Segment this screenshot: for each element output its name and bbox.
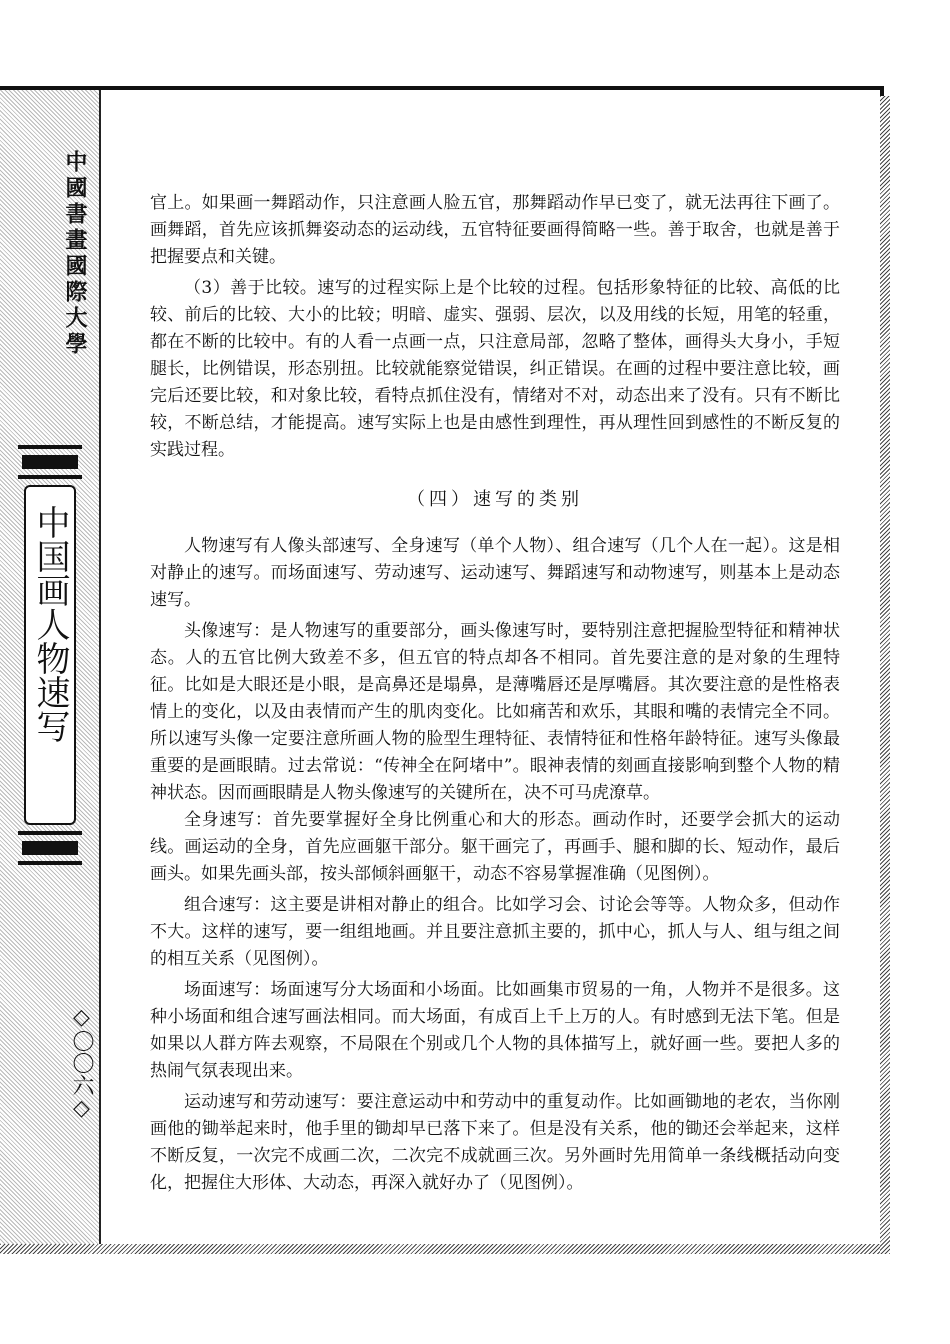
paragraph: 官上。如果画一舞蹈动作，只注意画人脸五官，那舞蹈动作早已变了，就无法再往下画了。画舞蹈，首先应该抓舞姿动态的运动线，五官特征要画得简略一些。善于取舍，也就是善于把握要点和关键。 (150, 193, 840, 267)
plaque-bar (18, 445, 82, 449)
paragraph: 场面速写：场面速写分大场面和小场面。比如画集市贸易的一角，人物并不是很多。这种小场面和组合速写画法相同。而大场面，有成百上千上万的人。有时感到无法下笔。但是如果以人群方阵去观察，不局限在个别或几个人物的具体描写上，就好画一些。要把人多的热闹气氛表现出来。 (150, 980, 840, 1081)
school-name: 中國書畫國際大學 (62, 150, 87, 358)
paragraph: 组合速写：这主要是讲相对静止的组合。比如学习会、讨论会等等。人物众多，但动作不大。这样的速写，要一组组地画。并且要注意抓主要的，抓中心，抓人与人、组与组之间的相互关系（见图例）。 (150, 895, 840, 969)
plaque-cap-top (22, 455, 78, 469)
frame-shadow-bottom (0, 1244, 884, 1254)
plaque-bar (18, 831, 82, 835)
body-text (150, 190, 840, 1197)
book-title: 中国画人物速写 (30, 505, 70, 743)
frame-shadow-right (880, 96, 890, 1254)
plaque-cap-bottom (22, 841, 78, 855)
plaque-bar (18, 475, 82, 479)
paragraph: 人物速写有人像头部速写、全身速写（单个人物）、组合速写（几个人在一起）。这是相对静止的速写。而场面速写、劳动速写、运动速写、舞蹈速写和动物速写，则基本上是动态速写。 (150, 536, 840, 610)
section-heading: （四）速写的类别 (407, 489, 583, 510)
paragraph: 运动速写和劳动速写：要注意运动中和劳动中的重复动作。比如画锄地的老农，当你刚画他的锄举起来时，他手里的锄却早已落下来了。但是没有关系，他的锄还会举起来，这样不断反复，一次完不成画二次，二次完不成就画三次。另外画时先用简单一条线概括动向变化，把握住大形体、大动态，再深入就好办了（见图例）。 (150, 1092, 840, 1193)
paragraph: 头像速写：是人物速写的重要部分，画头像速写时，要特别注意把握脸型特征和精神状态。人的五官比例大致差不多，但五官的特点却各不相同。首先要注意的是对象的生理特征。比如是大眼还是小眼，是高鼻还是塌鼻，是薄嘴唇还是厚嘴唇。其次要注意的是性格表情上的变化，以及由表情而产生的肌肉变化。比如痛苦和欢乐，其眼和嘴的表情完全不同。所以速写头像一定要注意所画人物的脸型生理特征、表情特征和性格年龄特征。速写头像最重要的是画眼睛。过去常说：“传神全在阿堵中”。眼神表情的刻画直接影响到整个人物的精神状态。因而画眼睛是人物头像速写的关键所在，决不可马虎潦草。 (150, 621, 840, 803)
paragraph: 全身速写：首先要掌握好全身比例重心和大的形态。画动作时，还要学会抓大的运动线。画运动的全身，首先应画躯干部分。躯干画完了，再画手、腿和脚的长、短动作，最后画头。如果先画头部，按头部倾斜画躯干，动态不容易掌握准确（见图例）。 (150, 810, 840, 884)
book-title-plaque (18, 445, 82, 865)
plaque-bar (18, 861, 82, 865)
paragraph: （3）善于比较。速写的过程实际上是个比较的过程。包括形象特征的比较、高低的比较、前后的比较、大小的比较；明暗、虚实、强弱、层次，以及用线的长短，用笔的轻重，都在不断的比较中。有的人看一点画一点，只注意局部，忽略了整体，画得头大身小，手短腿长，比例错误，形态别扭。比较就能察觉错误，纠正错误。在画的过程中要注意比较，画完后还要比较，和对象比较，看特点抓住没有，情绪对不对，动态出来了没有。只有不断比较，不断总结，才能提高。速写实际上也是由感性到理性，再从理性回到感性的不断反复的实践过程。 (150, 278, 840, 460)
page-number: ◇〇〇六◇ (69, 1005, 94, 1121)
sidebar-divider (99, 90, 101, 1244)
